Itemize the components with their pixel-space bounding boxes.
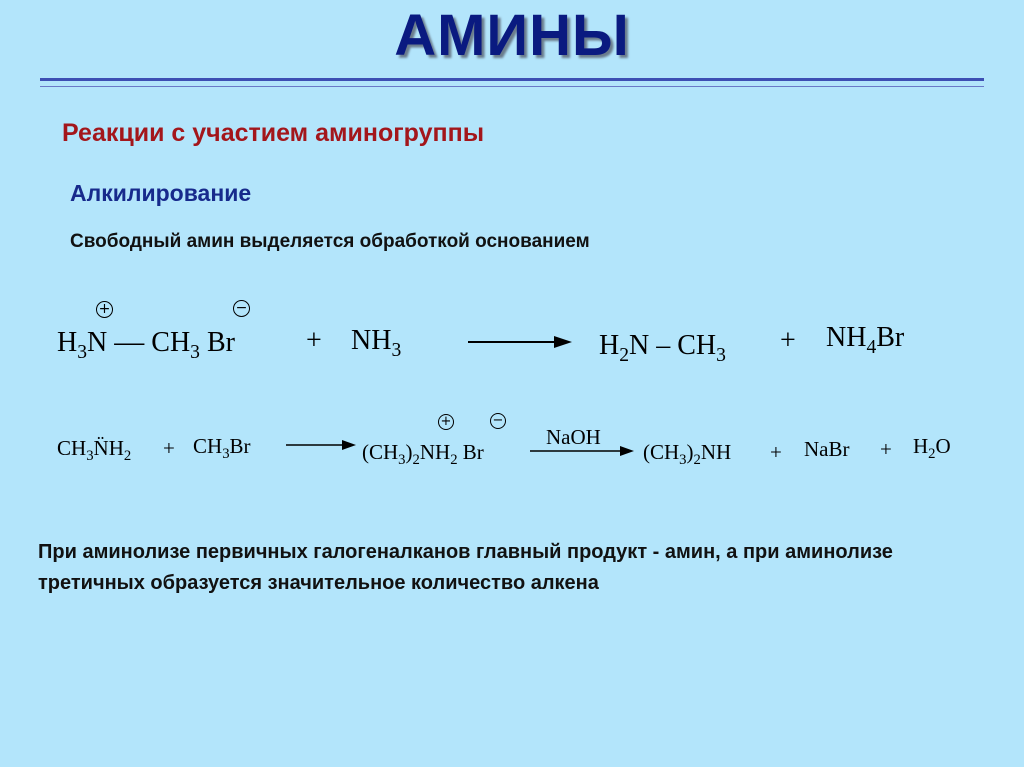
note-text: Свободный амин выделяется обработкой основанием [70,231,590,252]
reaction2-plus-1: + [163,436,175,460]
negative-charge-icon: − [233,300,250,317]
title-divider-thin [40,86,984,87]
reaction2-reactant-2: $CH_3Br$ [193,434,251,463]
reaction2-plus-2: + [770,440,782,464]
conclusion-paragraph: При аминолизе первичных галогеналканов главный продукт - амин, а при аминолизе третичных образуется значительное количество алкена [38,541,893,594]
subsection-heading: Алкилирование [70,180,252,206]
negative-charge-icon: − [490,413,506,429]
positive-charge-icon: + [96,301,113,318]
reaction1-reactant-1: $H_3N$ — $CH_3$ Br [57,325,235,363]
title-divider [40,78,984,81]
reaction2-product-2: NaBr [804,437,850,461]
section-heading: Реакции с участием аминогруппы [62,119,485,147]
reaction1-plus-1: + [306,325,322,356]
reaction1-plus-2: + [780,325,796,356]
reaction2-product-1: $(CH_3)_2NH$ [643,440,732,469]
reaction1-product-1: $H_2N - CH_3$ [599,330,726,366]
reaction1-product-2: $NH_4Br$ [826,322,905,358]
reaction2-reagent: NaOH [546,425,601,449]
reaction-arrow-icon [286,438,356,452]
reaction-arrow-icon [530,444,634,458]
reaction2-product-3: $H_2O$ [913,434,951,463]
reaction2-intermediate: $(CH_3)_2NH_2$ Br [362,440,484,469]
reaction2-plus-3: + [880,437,892,461]
positive-charge-icon: + [438,414,454,430]
slide-title: АМИНЫ [394,3,630,68]
reaction1-reactant-2: $NH_3$ [351,325,402,361]
reaction2-reactant-1: $CH_3N̈H_2$ [57,436,132,465]
reaction-arrow-icon [468,334,572,350]
